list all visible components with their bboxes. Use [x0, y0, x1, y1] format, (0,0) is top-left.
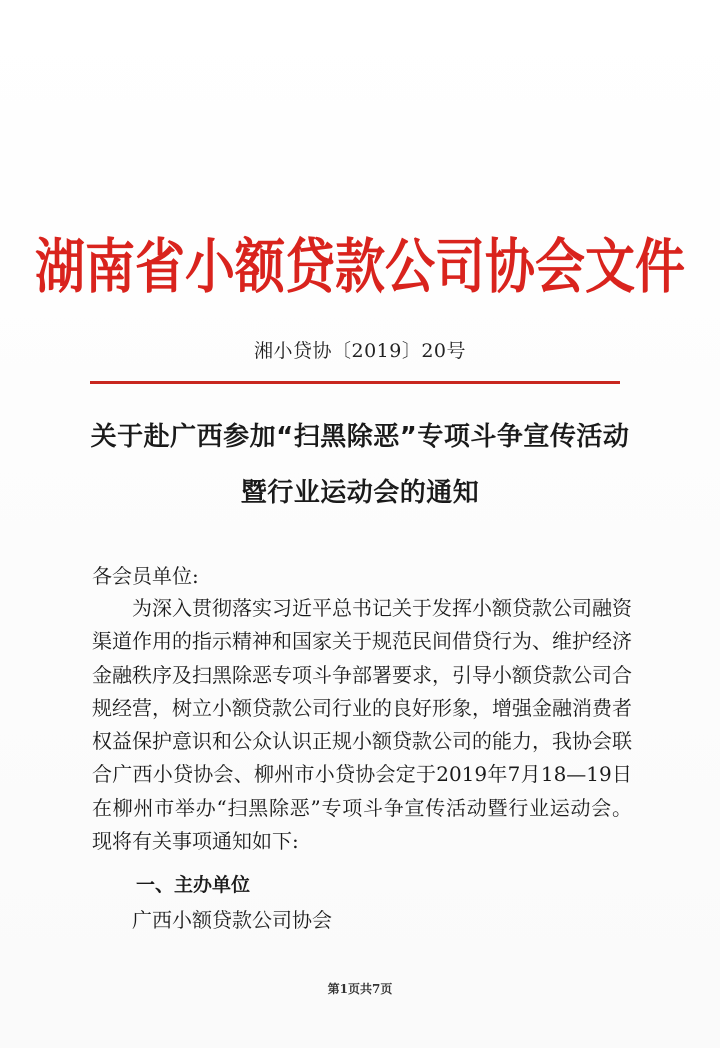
document-title-line-1: 关于赴广西参加“扫黑除恶”专项斗争宣传活动 — [90, 422, 630, 452]
document-header: 湖南省小额贷款公司协会文件 — [35, 232, 685, 302]
red-divider — [90, 381, 620, 384]
body-paragraph: 为深入贯彻落实习近平总书记关于发挥小额贷款公司融资渠道作用的指示精神和国家关于规范民间借贷行为、维护经济金融秩序及扫黑除恶专项斗争部署要求，引导小额贷款公司合规经营，树立小额贷款公司行业的良好形象，增强金融消费者权益保护意识和公众认识正规小额贷款公司的能力，我协会联合广西小贷协会、柳州市小贷协会定于2019年7月18—19日在柳州市举办“扫黑除恶”专项斗争宣传活动暨行业运动会。现将有关事项通知如下: — [92, 596, 632, 854]
document-number: 湘小贷协〔2019〕20号 — [253, 340, 467, 362]
section-content-organizer: 广西小额贷款公司协会 — [132, 908, 332, 932]
salutation: 各会员单位: — [92, 564, 199, 588]
page-number-footer: 第1页共7页 — [327, 982, 393, 996]
document-title-line-2: 暨行业运动会的通知 — [240, 478, 480, 508]
section-heading-organizer: 一、主办单位 — [136, 874, 251, 896]
